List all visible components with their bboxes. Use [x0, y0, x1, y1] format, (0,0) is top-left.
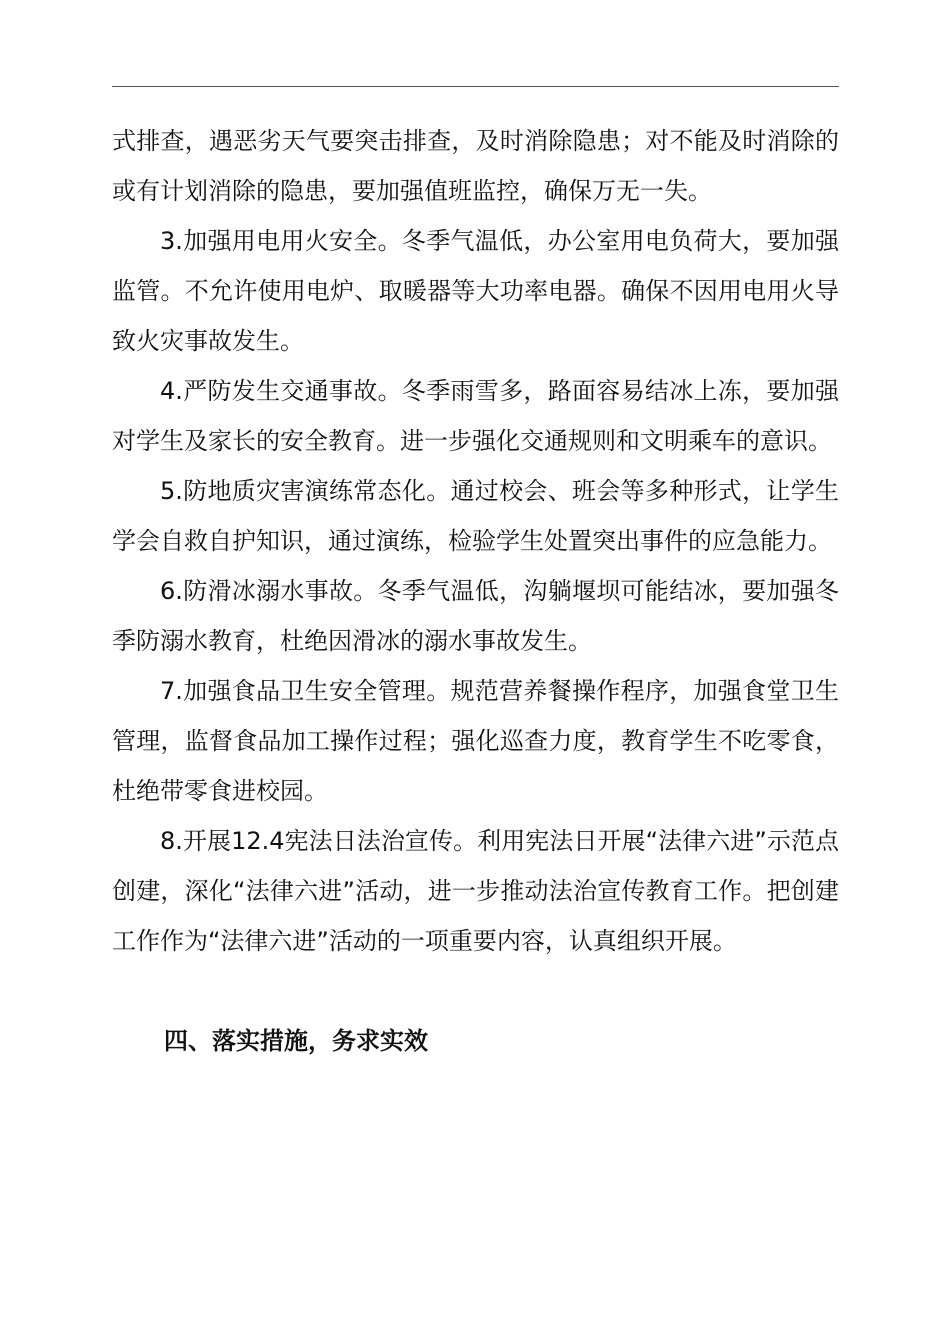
document-body [112, 116, 839, 1066]
paragraph-continued: 式排查，遇恶劣天气要突击排查，及时消除隐患；对不能及时消除的或有计划消除的隐患，要加强值班监控，确保万无一失。 [112, 127, 839, 205]
paragraph-item-4: 4.严防发生交通事故。冬季雨雪多，路面容易结冰上冻，要加强对学生及家长的安全教育。进一步强化交通规则和文明乘车的意识。 [112, 377, 839, 455]
paragraph-item-5: 5.防地质灾害演练常态化。通过校会、班会等多种形式，让学生学会自救自护知识，通过演练，检验学生处置突出事件的应急能力。 [112, 477, 839, 555]
paragraph-item-6: 6.防滑冰溺水事故。冬季气温低，沟躺堰坝可能结冰，要加强冬季防溺水教育，杜绝因滑冰的溺水事故发生。 [112, 577, 839, 655]
paragraph-item-3: 3.加强用电用火安全。冬季气温低，办公室用电负荷大，要加强监管。不允许使用电炉、取暖器等大功率电器。确保不因用电用火导致火灾事故发生。 [112, 227, 839, 355]
header-rule [112, 86, 839, 87]
paragraph-item-8: 8.开展12.4宪法日法治宣传。利用宪法日开展“法律六进”示范点创建，深化“法律六进”活动，进一步推动法治宣传教育工作。把创建工作作为“法律六进”活动的一项重要内容，认真组织开展。 [112, 827, 839, 955]
paragraph-item-7: 7.加强食品卫生安全管理。规范营养餐操作程序，加强食堂卫生管理，监督食品加工操作过程；强化巡查力度，教育学生不吃零食，杜绝带零食进校园。 [112, 677, 839, 805]
section-heading: 四、落实措施，务求实效 [164, 1027, 428, 1055]
